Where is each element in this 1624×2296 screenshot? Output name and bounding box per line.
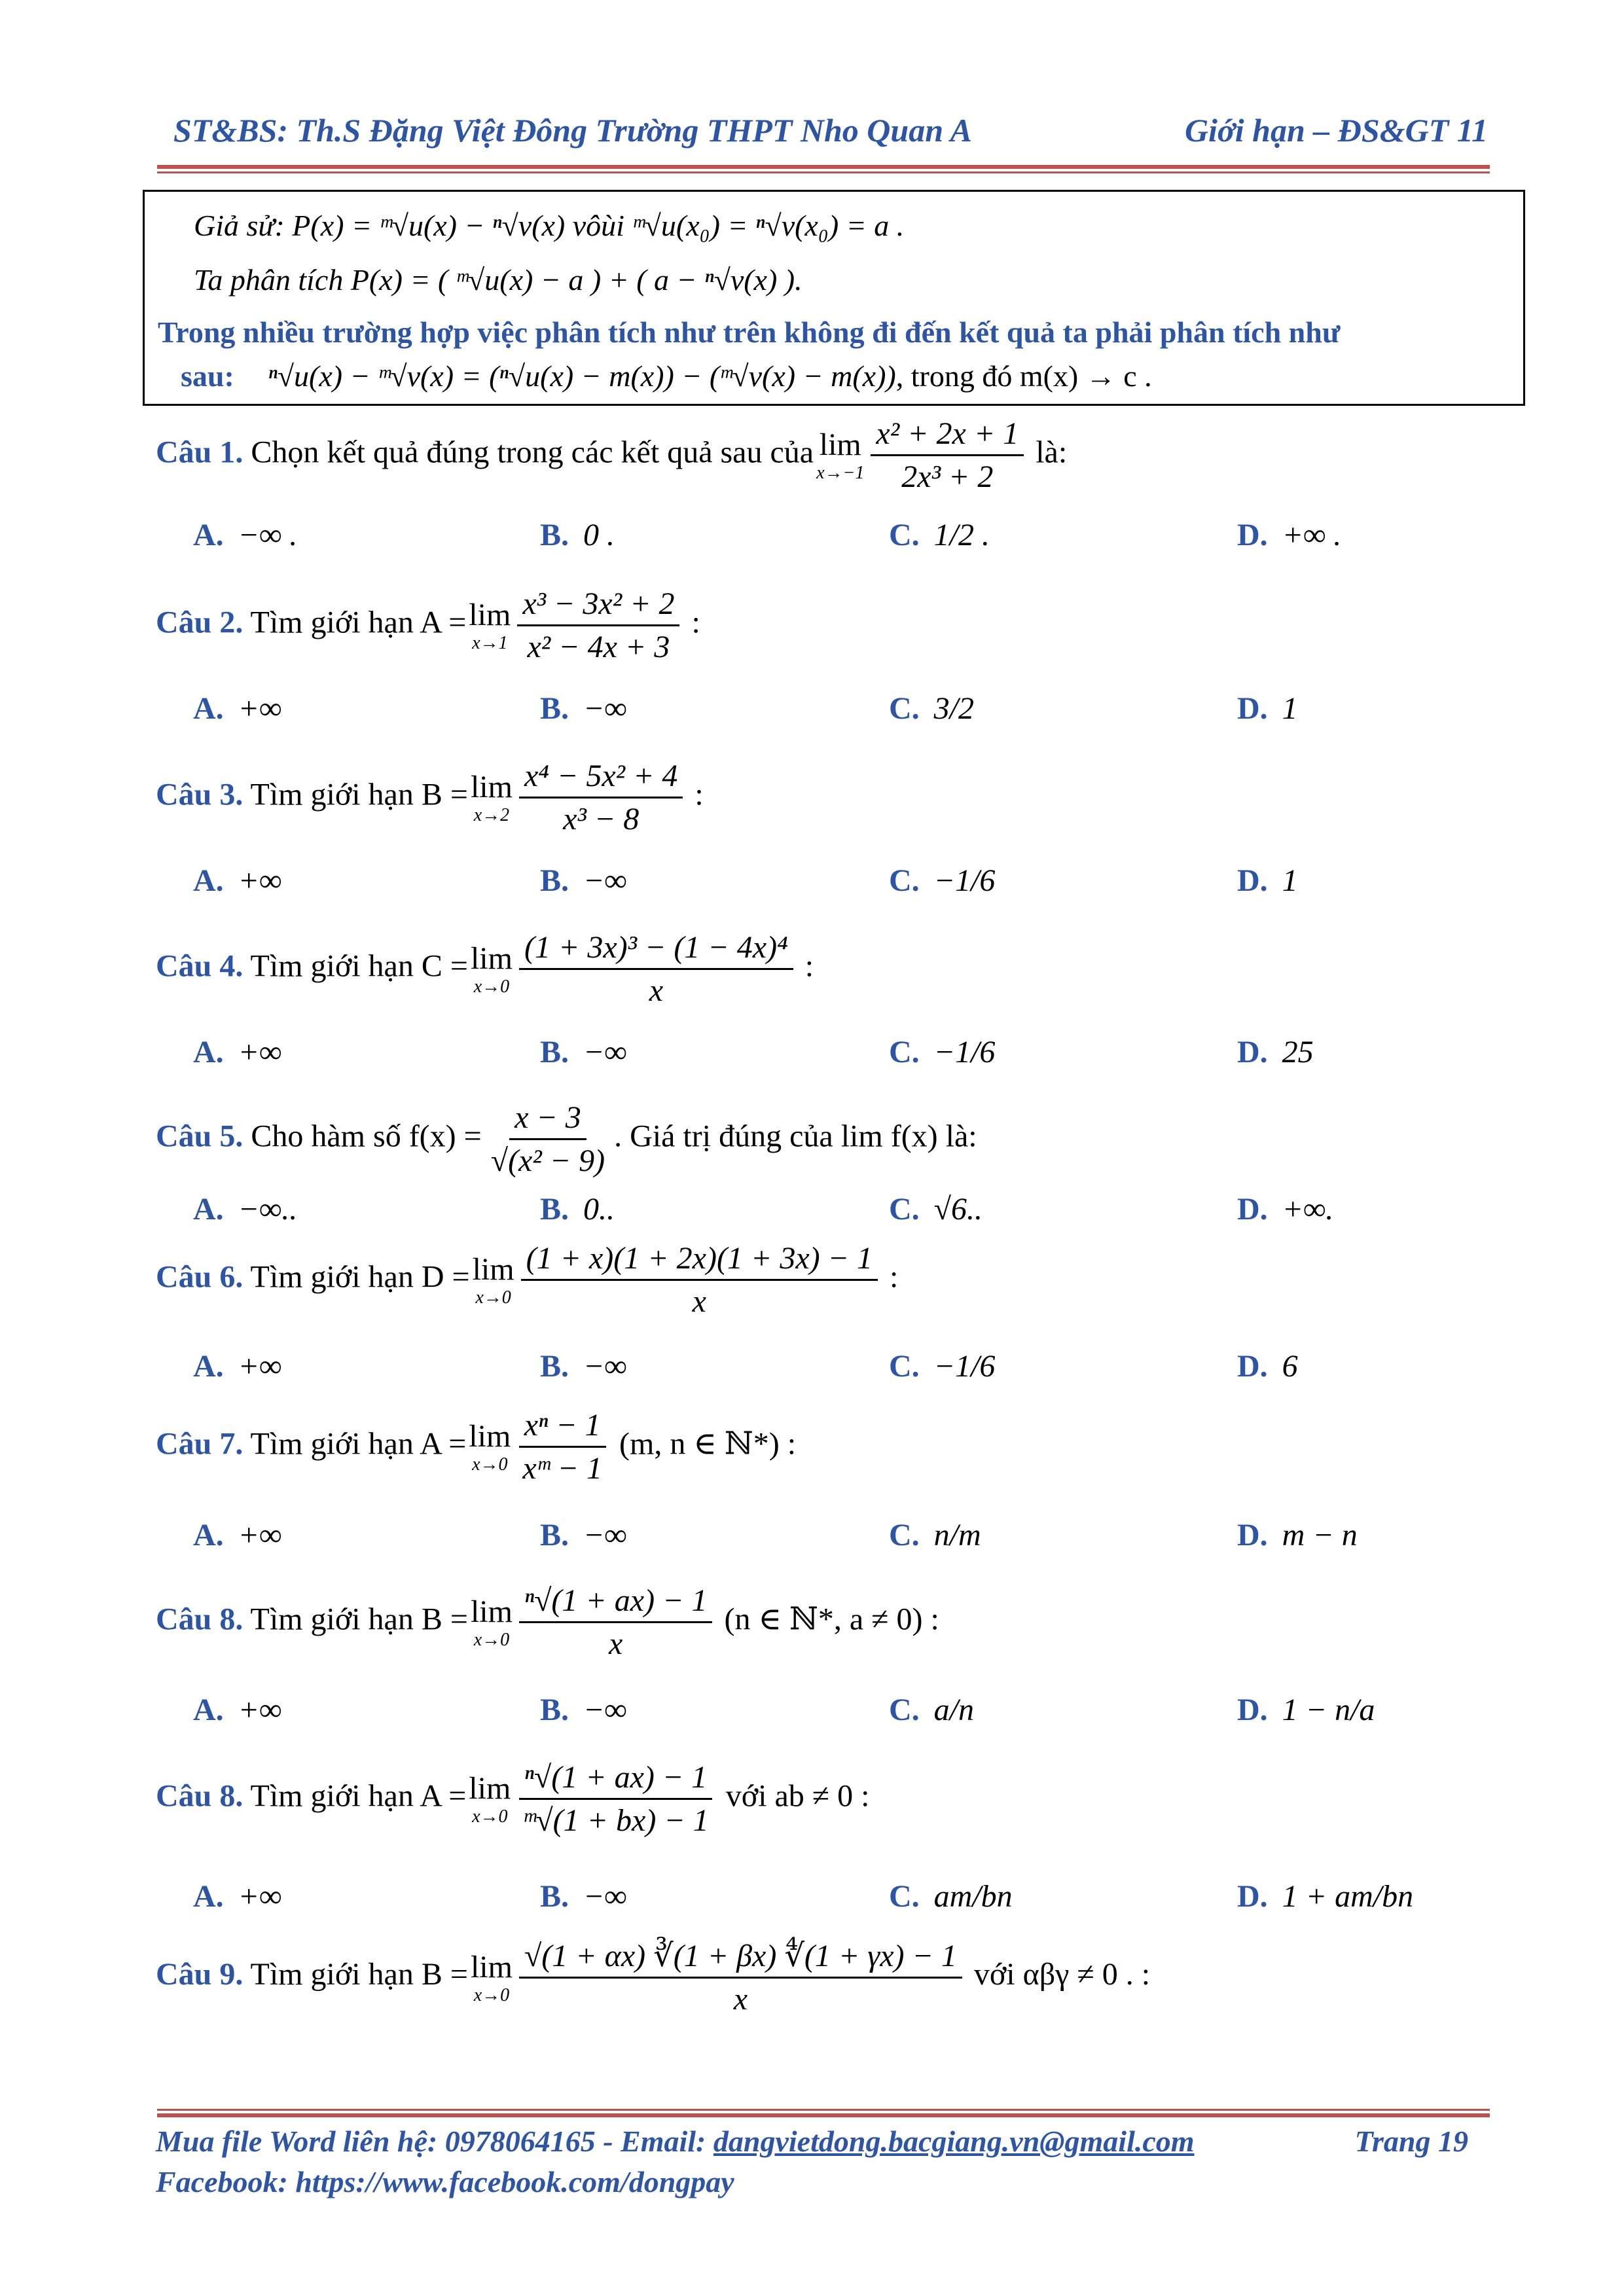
answer-value: n/m	[933, 1518, 981, 1552]
answer-option-a[interactable]: A. −∞ .	[193, 518, 298, 552]
answer-option-b[interactable]: B. −∞	[540, 1879, 627, 1914]
fraction-denominator: x	[692, 1284, 706, 1319]
answer-option-c[interactable]: C. a/n	[889, 1693, 975, 1727]
answer-option-a[interactable]: A. +∞	[193, 691, 282, 726]
question-label: Câu 9.	[156, 1957, 244, 1992]
answer-option-d[interactable]: D. +∞.	[1237, 1192, 1334, 1227]
question-tail: . Giá trị đúng của lim f(x) là:	[614, 1119, 977, 1154]
question-label: Câu 8.	[156, 1778, 244, 1814]
fraction-denominator: x	[733, 1982, 748, 2017]
answer-value: −∞	[583, 863, 627, 898]
box-line-3: Trong nhiều trường hợp việc phân tích như trên không đi đến kết quả ta phải phân tích như	[158, 315, 1341, 349]
answer-option-d[interactable]: D. +∞ .	[1237, 518, 1342, 552]
fraction-denominator: 2x³ + 2	[901, 459, 994, 494]
answer-option-d[interactable]: D. 1	[1237, 863, 1298, 898]
box-line-4: sau: ⁿ√u(x) − ᵐ√v(x) = (ⁿ√u(x) − m(x)) − (ᵐ√v(x) − m(x)), trong đó m(x) → c .	[181, 359, 1152, 393]
question-text: Tìm giới hạn C =	[250, 948, 468, 984]
limit-operator: lim x→0	[470, 1594, 513, 1650]
answer-option-b[interactable]: B. −∞	[540, 1518, 627, 1552]
fraction-denominator: x	[649, 973, 663, 1008]
answer-option-a[interactable]: A. +∞	[193, 863, 282, 898]
limit-operator: lim x→0	[470, 1949, 513, 2005]
answer-value: a/n	[933, 1693, 975, 1727]
answer-value: +∞	[238, 1879, 282, 1914]
question-4	[156, 929, 814, 1009]
question-2	[156, 586, 700, 665]
answer-option-d[interactable]: D. 1 + am/bn	[1237, 1879, 1414, 1914]
answer-value: −∞	[583, 691, 627, 726]
answer-value: +∞	[238, 691, 282, 726]
answer-value: +∞	[238, 1693, 282, 1727]
limit-operator: lim x→0	[469, 1419, 511, 1475]
answer-option-b[interactable]: B. −∞	[540, 1349, 627, 1384]
answer-option-a[interactable]: A. −∞..	[193, 1192, 298, 1227]
question-text: Tìm giới hạn B =	[250, 777, 468, 812]
answer-option-b[interactable]: B. 0 .	[540, 518, 615, 552]
question-label: Câu 1.	[156, 435, 244, 470]
question-tail: là:	[1028, 435, 1068, 470]
limit-operator: lim x→0	[470, 941, 513, 997]
question-10	[156, 1937, 1150, 2017]
answer-option-a[interactable]: A. +∞	[193, 1349, 282, 1384]
facebook-link[interactable]: Facebook: https://www.facebook.com/dongpay	[156, 2165, 734, 2198]
question-tail: với αβγ ≠ 0 . :	[965, 1957, 1151, 1992]
fraction	[519, 1937, 962, 2017]
question-text: Cho hàm số f(x) =	[251, 1119, 482, 1154]
answer-value: −∞	[583, 1879, 627, 1914]
answer-option-c[interactable]: C. am/bn	[889, 1879, 1013, 1914]
answer-option-b[interactable]: B. −∞	[540, 691, 627, 726]
answer-value: 25	[1282, 1035, 1314, 1069]
fraction-numerator: xⁿ − 1	[519, 1407, 606, 1448]
fraction-numerator: (1 + 3x)³ − (1 − 4x)⁴	[519, 929, 793, 970]
limit-subscript: x→0	[472, 1806, 508, 1827]
answer-option-a[interactable]: A. +∞	[193, 1879, 282, 1914]
answer-option-c[interactable]: C. n/m	[889, 1518, 981, 1552]
question-text: Chọn kết quả đúng trong các kết quả sau của	[251, 435, 814, 470]
question-label: Câu 7.	[156, 1426, 244, 1462]
limit-subscript: x→0	[473, 1630, 510, 1650]
answer-value: −∞	[583, 1693, 627, 1727]
answer-value: 3/2	[933, 691, 975, 726]
question-3	[156, 758, 704, 837]
answer-option-a[interactable]: A. +∞	[193, 1693, 282, 1727]
answer-value: 1 + am/bn	[1282, 1879, 1414, 1914]
question-label: Câu 5.	[156, 1119, 244, 1154]
answer-option-d[interactable]: D. 6	[1237, 1349, 1298, 1384]
answer-value: −1/6	[933, 863, 996, 898]
answer-value: +∞.	[1282, 1192, 1334, 1227]
fraction-denominator: xᵐ − 1	[522, 1451, 603, 1486]
fraction-denominator: x³ − 8	[563, 802, 640, 836]
question-5	[156, 1100, 977, 1179]
fraction	[517, 586, 679, 665]
question-tail: với ab ≠ 0 :	[717, 1778, 870, 1814]
answer-option-d[interactable]: D. 1 − n/a	[1237, 1693, 1375, 1727]
answer-option-b[interactable]: B. −∞	[540, 1035, 627, 1069]
theory-box	[143, 190, 1525, 406]
answer-value: −∞	[583, 1518, 627, 1552]
fraction-numerator: x² + 2x + 1	[871, 416, 1024, 456]
answer-option-c[interactable]: C. −1/6	[889, 1035, 996, 1069]
footer-rule	[157, 2113, 1490, 2117]
answer-value: +∞	[238, 863, 282, 898]
answer-option-a[interactable]: A. +∞	[193, 1035, 282, 1069]
question-9	[156, 1759, 869, 1839]
answer-option-c[interactable]: C. 1/2 .	[889, 518, 990, 552]
limit-subscript: x→0	[473, 977, 510, 997]
answer-option-a[interactable]: A. +∞	[193, 1518, 282, 1552]
limit-operator: lim x→1	[469, 598, 511, 653]
answer-value: 6	[1282, 1349, 1298, 1384]
fraction-numerator: ⁿ√(1 + ax) − 1	[519, 1583, 713, 1623]
answer-value: am/bn	[933, 1879, 1013, 1914]
answer-option-d[interactable]: D. 25	[1237, 1035, 1314, 1069]
answer-value: −∞	[583, 1035, 627, 1069]
limit-subscript: x→1	[472, 633, 508, 653]
limit-operator: lim x→0	[472, 1252, 514, 1308]
fraction	[871, 416, 1024, 495]
limit-operator: lim x→−1	[816, 427, 865, 483]
answer-option-c[interactable]: C. −1/6	[889, 1349, 996, 1384]
answer-value: +∞ .	[1282, 518, 1342, 552]
fraction-denominator: x	[609, 1626, 623, 1661]
answer-value: 1/2 .	[933, 518, 990, 552]
question-label: Câu 6.	[156, 1259, 244, 1295]
header-title: ST&BS: Th.S Đặng Việt Đông Trường THPT Nho Quan A	[173, 112, 972, 149]
limit-subscript: x→0	[473, 1984, 510, 2005]
fraction-denominator: ᵐ√(1 + bx) − 1	[522, 1803, 709, 1838]
question-text: Tìm giới hạn A =	[250, 1426, 467, 1462]
answer-option-b[interactable]: B. 0..	[540, 1192, 615, 1227]
footer-contact: Mua file Word liên hệ: 0978064165 - Email: dangvietdong.bacgiang.vn@gmail.com	[156, 2125, 1195, 2158]
answer-value: +∞	[238, 1518, 282, 1552]
box-line-1: Giả sử: P(x) = ᵐ√u(x) − ⁿ√v(x) vôùi ᵐ√u(x₀) = ⁿ√v(x₀) = a .	[194, 209, 905, 242]
question-1	[156, 416, 1067, 495]
page-number: Trang 19	[1354, 2125, 1468, 2158]
answer-option-d[interactable]: D. 1	[1237, 691, 1298, 726]
answer-option-d[interactable]: D. m − n	[1237, 1518, 1358, 1552]
fraction	[521, 1240, 878, 1319]
fraction-numerator: (1 + x)(1 + 2x)(1 + 3x) − 1	[521, 1240, 878, 1281]
limit-subscript: x→0	[475, 1287, 511, 1308]
answer-value: 1	[1282, 863, 1298, 898]
answer-value: 1	[1282, 691, 1298, 726]
fraction	[517, 1759, 713, 1839]
box-line-2: Ta phân tích P(x) = ( ᵐ√u(x) − a ) + ( a − ⁿ√v(x) ).	[194, 263, 803, 296]
header-topic: Giới hạn – ĐS&GT 11	[1184, 112, 1488, 149]
question-text: Tìm giới hạn B =	[250, 1602, 468, 1637]
answer-value: −∞ .	[238, 518, 298, 552]
page-header	[173, 111, 1488, 157]
question-tail: :	[687, 777, 704, 812]
limit-subscript: x→−1	[816, 463, 865, 483]
answer-value: +∞	[238, 1035, 282, 1069]
fraction	[519, 1583, 713, 1662]
answer-value: −1/6	[933, 1035, 996, 1069]
question-tail: (m, n ∈ ℕ*) :	[611, 1426, 797, 1462]
answer-option-c[interactable]: C. −1/6	[889, 863, 996, 898]
answer-value: 1 − n/a	[1282, 1693, 1375, 1727]
fraction	[519, 758, 683, 837]
question-6	[156, 1240, 898, 1319]
fraction-numerator: x⁴ − 5x² + 4	[519, 758, 683, 798]
answer-value: 0 .	[583, 518, 615, 552]
answer-value: 0..	[583, 1192, 615, 1227]
header-rule	[157, 165, 1490, 169]
answer-option-c[interactable]: C. 3/2	[889, 691, 975, 726]
footer-rule-thin	[157, 2109, 1490, 2111]
limit-operator: lim x→2	[470, 770, 513, 825]
answer-value: m − n	[1282, 1518, 1358, 1552]
limit-subscript: x→2	[473, 805, 510, 825]
question-label: Câu 2.	[156, 605, 244, 640]
question-text: Tìm giới hạn A =	[250, 1778, 467, 1814]
answer-option-b[interactable]: B. −∞	[540, 1693, 627, 1727]
email-link[interactable]: dangvietdong.bacgiang.vn@gmail.com	[713, 2125, 1195, 2158]
question-text: Tìm giới hạn B =	[250, 1957, 468, 1992]
fraction-denominator: √(x² − 9)	[490, 1143, 605, 1178]
answer-option-b[interactable]: B. −∞	[540, 863, 627, 898]
fraction	[517, 1407, 607, 1486]
question-tail: :	[882, 1259, 899, 1295]
fraction-numerator: x³ − 3x² + 2	[517, 586, 679, 626]
answer-value: √6..	[933, 1192, 983, 1227]
fraction-numerator: x − 3	[509, 1100, 586, 1140]
question-tail: :	[797, 948, 814, 984]
fraction-denominator: x² − 4x + 3	[527, 630, 670, 664]
question-text: Tìm giới hạn A =	[250, 605, 467, 640]
answer-value: −1/6	[933, 1349, 996, 1384]
question-7	[156, 1407, 796, 1486]
fraction-numerator: ⁿ√(1 + ax) − 1	[519, 1759, 713, 1800]
fraction	[519, 929, 793, 1009]
fraction-numerator: √(1 + αx) ∛(1 + βx) ∜(1 + γx) − 1	[519, 1937, 962, 1979]
question-label: Câu 8.	[156, 1602, 244, 1637]
question-8	[156, 1583, 939, 1662]
question-text: Tìm giới hạn D =	[250, 1259, 470, 1295]
header-rule-thin	[157, 171, 1490, 173]
question-label: Câu 4.	[156, 948, 244, 984]
question-tail: :	[683, 605, 700, 640]
question-label: Câu 3.	[156, 777, 244, 812]
limit-operator: lim x→0	[469, 1771, 511, 1827]
answer-value: −∞..	[238, 1192, 298, 1227]
limit-subscript: x→0	[472, 1454, 508, 1475]
answer-option-c[interactable]: C. √6..	[889, 1192, 983, 1227]
answer-value: −∞	[583, 1349, 627, 1384]
question-tail: (n ∈ ℕ*, a ≠ 0) :	[716, 1602, 939, 1637]
fraction	[486, 1100, 610, 1179]
answer-value: +∞	[238, 1349, 282, 1384]
